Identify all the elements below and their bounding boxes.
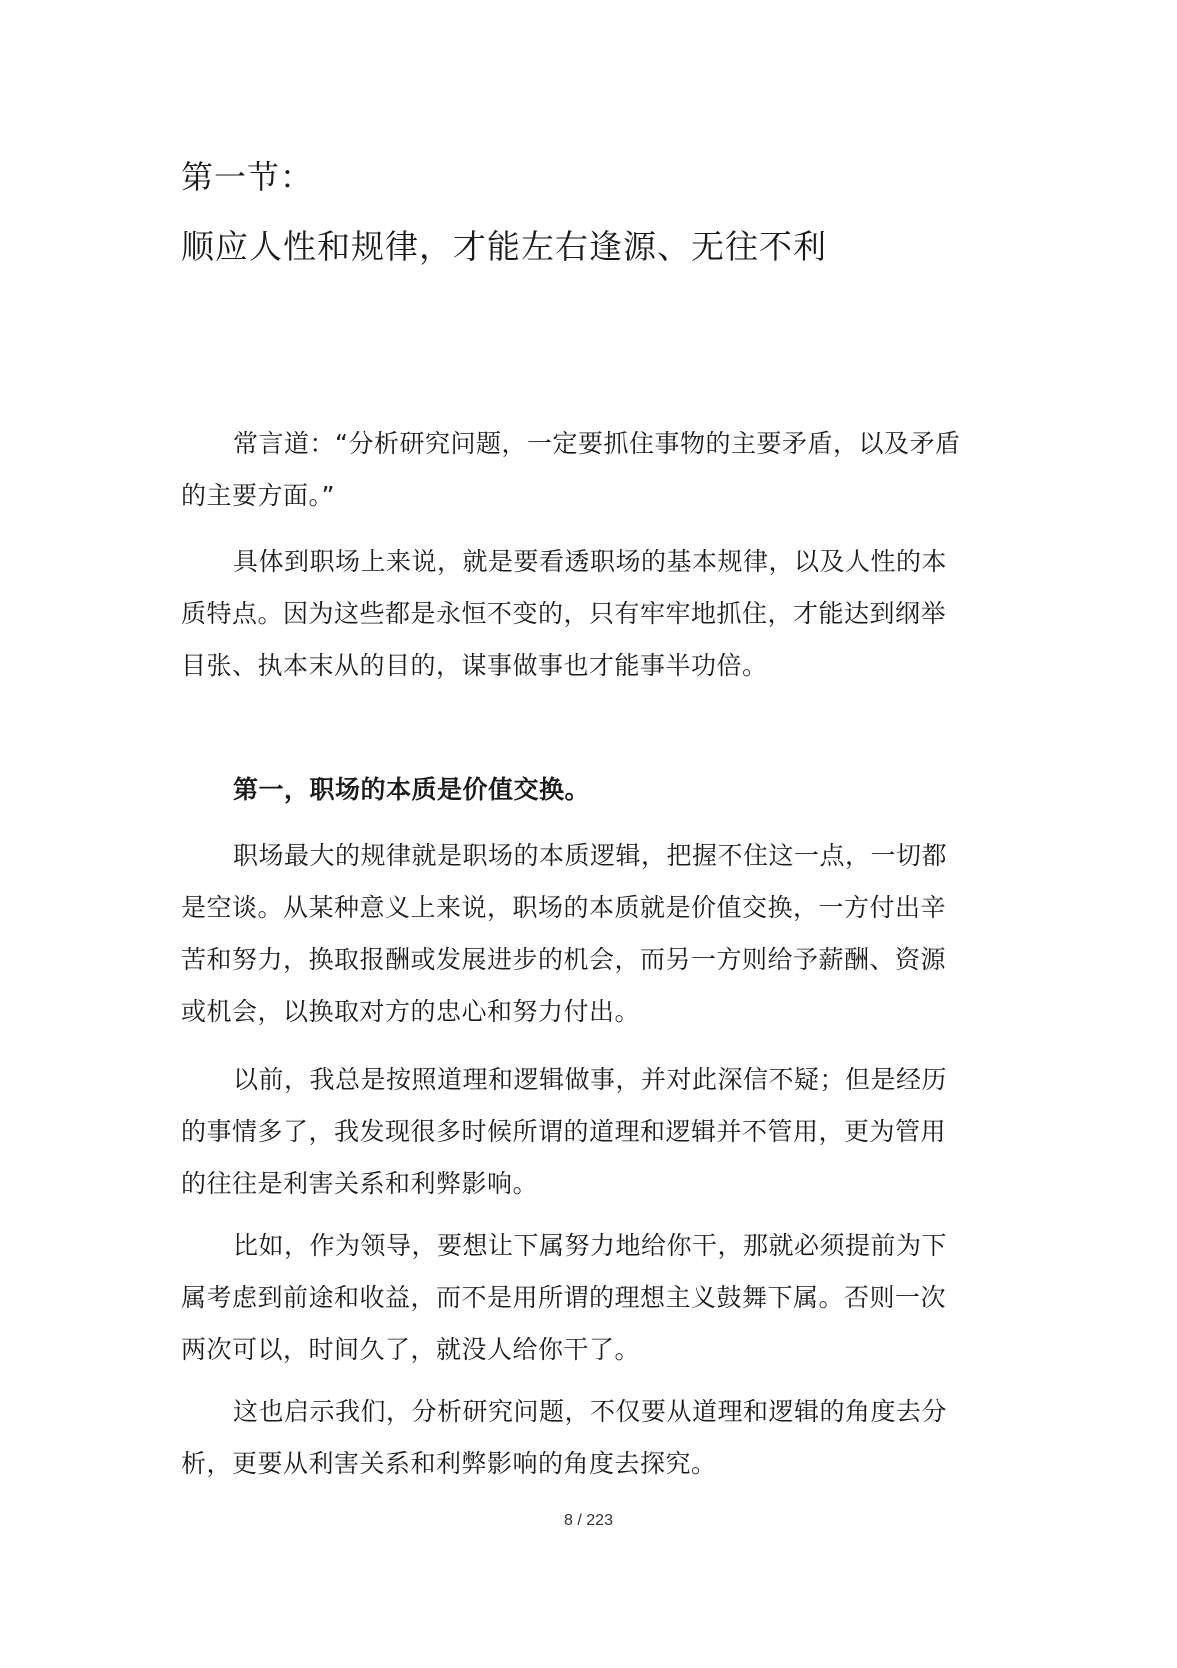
paragraph: 这也启示我们，分析研究问题，不仅要从道理和逻辑的角度去分析，更要从利害关系和利弊影响的角度去探究。 — [181, 1397, 948, 1478]
page-number: 8 / 223 — [564, 1512, 613, 1529]
paragraph: 以前，我总是按照道理和逻辑做事，并对此深信不疑；但是经历的事情多了，我发现很多时候所谓的道理和逻辑并不管用，更为管用的往往是利害关系和利弊影响。 — [181, 1065, 948, 1198]
section-label: 第一节： — [181, 158, 314, 196]
paragraph: 比如，作为领导，要想让下属努力地给你干，那就必须提前为下属考虑到前途和收益，而不是用所谓的理想主义鼓舞下属。否则一次两次可以，时间久了，就没人给你干了。 — [181, 1231, 948, 1364]
paragraph: 具体到职场上来说，就是要看透职场的基本规律，以及人性的本质特点。因为这些都是永恒不变的，只有牢牢地抓住，才能达到纲举目张、执本末从的目的，谋事做事也才能事半功倍。 — [181, 547, 948, 680]
paragraph: 职场最大的规律就是职场的本质逻辑，把握不住这一点，一切都是空谈。从某种意义上来说，职场的本质就是价值交换，一方付出辛苦和努力，换取报酬或发展进步的机会，而另一方则给予薪酬、资源或机会，以换取对方的忠心和努力付出。 — [181, 841, 948, 1026]
subheading: 第一，职场的本质是价值交换。 — [233, 775, 591, 804]
section-title: 顺应人性和规律，才能左右逢源、无往不利 — [181, 227, 827, 266]
paragraph: 常言道：“分析研究问题，一定要抓住事物的主要矛盾，以及矛盾的主要方面。” — [181, 429, 961, 510]
